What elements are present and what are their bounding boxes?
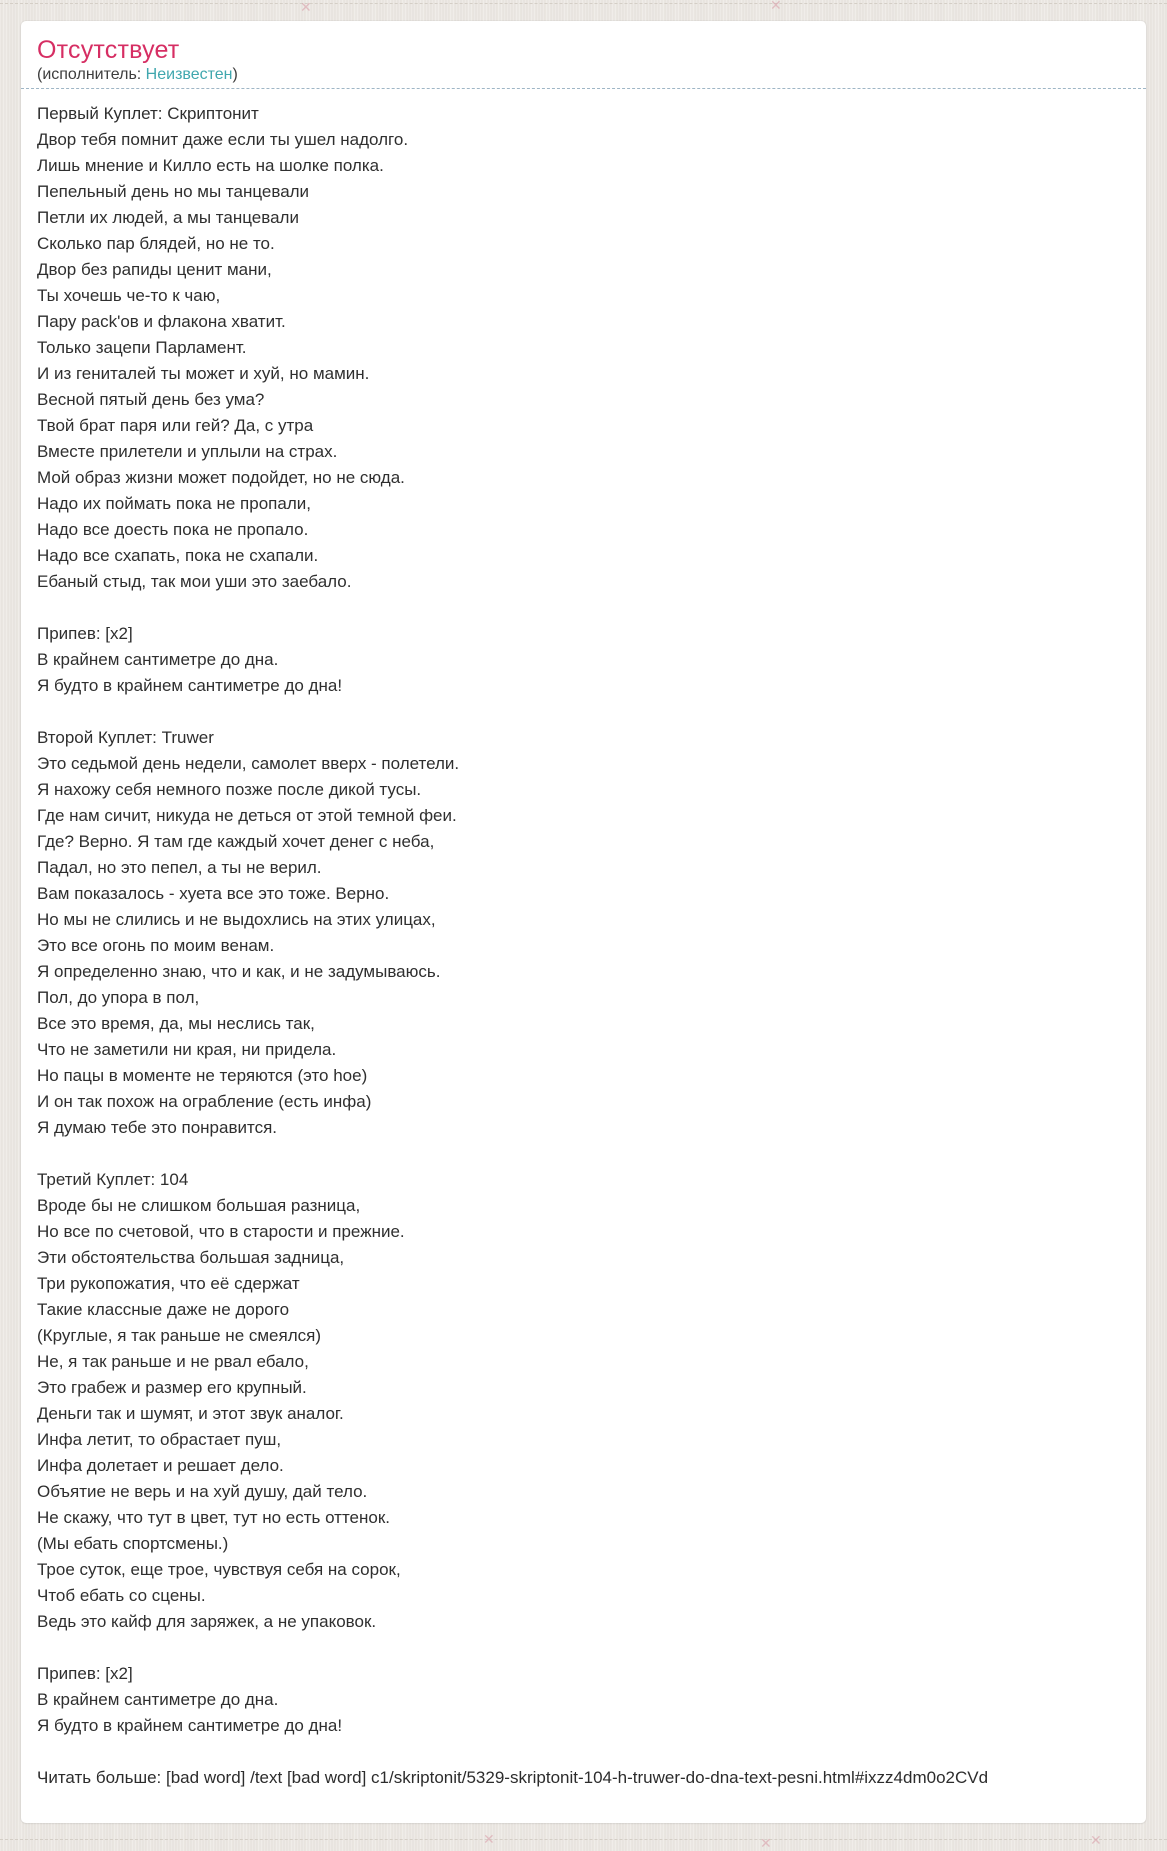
lyric-line: Пару pack'ов и флакона хватит. [37,312,286,331]
lyric-line: Я будто в крайнем сантиметре до дна! [37,1716,343,1735]
lyric-line: Не скажу, что тут в цвет, тут но есть оттенок. [37,1508,391,1527]
stanza [37,1167,1130,1635]
stitch-cross-icon: ✕ [760,1835,772,1851]
lyric-line: Пепельный день но мы танцевали [37,182,310,201]
lyric-line: И из гениталей ты может и хуй, но мамин. [37,364,370,383]
stitch-cross-icon: ✕ [1090,1832,1102,1848]
lyric-line: Это седьмой день недели, самолет вверх - полетели. [37,754,460,773]
lyric-line: Надо все доесть пока не пропало. [37,520,309,539]
lyric-line: Что не заметили ни края, ни придела. [37,1040,337,1059]
texture-dashed-line-top [0,3,1167,4]
stanza [37,101,1130,595]
lyric-line: Но мы не слились и не выдохлись на этих улицах, [37,910,436,929]
lyric-line: Инфа долетает и решает дело. [37,1456,284,1475]
artist-link[interactable]: Неизвестен [145,66,233,83]
lyric-line: В крайнем сантиметре до дна. [37,650,279,669]
lyric-line: Петли их людей, а мы танцевали [37,208,299,227]
lyric-line: Но пацы в моменте не теряются (это hoe) [37,1066,368,1085]
lyric-line: Объятие не верь и на хуй душу, дай тело. [37,1482,368,1501]
lyric-line: (Мы ебать спортсмены.) [37,1534,229,1553]
lyric-line: Чтоб ебать со сцены. [37,1586,206,1605]
stanza [37,621,1130,699]
stitch-cross-icon: ✕ [483,1831,495,1847]
lyric-line: Я определенно знаю, что и как, и не задумываюсь. [37,962,441,981]
lyric-line: Не, я так раньше и не рвал ебало, [37,1352,309,1371]
lyric-line: Припев: [x2] [37,1664,133,1683]
lyric-line: В крайнем сантиметре до дна. [37,1690,279,1709]
lyric-line: Это все огонь по моим венам. [37,936,275,955]
card-bottom-padding [21,1791,1146,1816]
lyric-line: Это грабеж и размер его крупный. [37,1378,307,1397]
lyric-line: Ты хочешь че-то к чаю, [37,286,221,305]
lyric-line: Вам показалось - хуета все это тоже. Верно. [37,884,390,903]
artist-label: (исполнитель: [37,66,146,83]
stanza [37,1661,1130,1739]
lyric-line: Ведь это кайф для заряжек, а не упаковок. [37,1612,377,1631]
artist-line [37,65,1130,85]
lyric-line: Сколько пар блядей, но не то. [37,234,275,253]
lyric-line: Третий Куплет: 104 [37,1170,189,1189]
lyric-line: Инфа летит, то обрастает пуш, [37,1430,282,1449]
lyric-line: Мой образ жизни может подойдет, но не сюда. [37,468,405,487]
lyrics-card [21,21,1146,1823]
lyric-line: Первый Куплет: Скриптонит [37,104,259,123]
lyric-line: Все это время, да, мы неслись так, [37,1014,315,1033]
texture-dashed-line-bottom [0,1839,1167,1840]
lyric-line: Двор без рапиды ценит мани, [37,260,272,279]
lyric-line: Такие классные даже не дорого [37,1300,290,1319]
lyric-line: Где? Верно. Я там где каждый хочет денег с неба, [37,832,435,851]
lyric-line: Надо их поймать пока не пропали, [37,494,311,513]
stitch-cross-icon: ✕ [300,0,312,15]
lyric-line: Трое суток, еще трое, чувствуя себя на сорок, [37,1560,401,1579]
lyric-line: Второй Куплет: Truwer [37,728,214,747]
lyric-line: Падал, но это пепел, а ты не верил. [37,858,322,877]
read-more-line: Читать больше: [bad word] /text [bad word] c1/skriptonit/5329-skriptonit-104-h-truwer-do-dna-text-pesni.html#ixzz4dm0o2CVd [37,1768,989,1787]
artist-suffix: ) [232,66,238,83]
lyric-line: Вроде бы не слишком большая разница, [37,1196,361,1215]
stitch-cross-icon: ✕ [770,0,782,13]
lyric-line: Я будто в крайнем сантиметре до дна! [37,676,343,695]
lyrics [21,89,1146,1739]
lyric-line: Я нахожу себя немного позже после дикой тусы. [37,780,422,799]
lyric-line: Деньги так и шумят, и этот звук аналог. [37,1404,344,1423]
lyric-line: Но все по счетовой, что в старости и прежние. [37,1222,405,1241]
lyric-line: Ебаный стыд, так мои уши это заебало. [37,572,352,591]
lyric-line: Я думаю тебе это понравится. [37,1118,278,1137]
lyric-line: Надо все схапать, пока не схапали. [37,546,319,565]
lyric-line: Твой брат паря или гей? Да, с утра [37,416,314,435]
lyric-line: Эти обстоятельства большая задница, [37,1248,345,1267]
lyric-line: Вместе прилетели и уплыли на страх. [37,442,338,461]
song-header [21,21,1146,89]
stanza [37,725,1130,1141]
lyric-line: Весной пятый день без ума? [37,390,265,409]
lyric-line: (Круглые, я так раньше не смеялся) [37,1326,322,1345]
lyric-line: Пол, до упора в пол, [37,988,200,1007]
lyric-line: Лишь мнение и Килло есть на шолке полка. [37,156,384,175]
lyric-line: Только зацепи Парламент. [37,338,247,357]
lyric-line: Где нам сичит, никуда не деться от этой темной феи. [37,806,457,825]
song-title: Отсутствует [37,36,180,64]
lyric-line: Припев: [x2] [37,624,133,643]
lyric-line: И он так похож на ограбление (есть инфа) [37,1092,372,1111]
lyric-line: Три рукопожатия, что её сдержат [37,1274,300,1293]
lyric-line: Двор тебя помнит даже если ты ушел надолго. [37,130,409,149]
